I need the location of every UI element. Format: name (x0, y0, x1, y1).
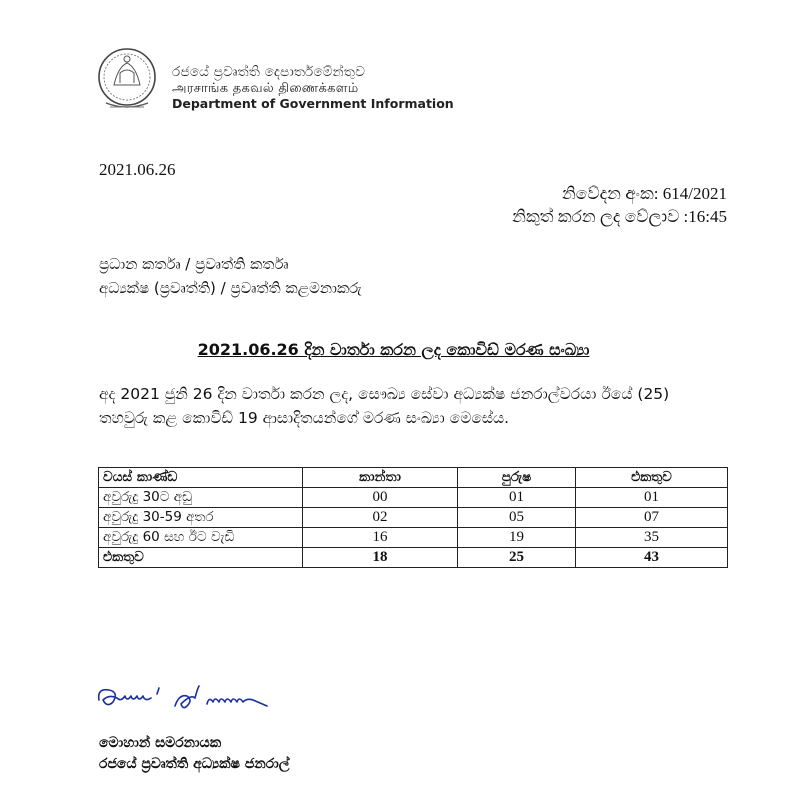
release-time: නිකුත් කරන ලද වේලාව :16:45 (512, 207, 727, 226)
body-line: අද 2021 ජුනි 26 දින වාර්තා කරන ලද, සෞඛ්‍ය සේවා අධ්‍යක්ෂ ජනරාල්වරයා ඊයේ (25) (99, 385, 670, 403)
grand-total-cell: 43 (575, 548, 727, 568)
age-group-cell: අවුරුදු 60 සහ ඊට වැඩි (99, 528, 303, 548)
total-cell: 01 (575, 488, 727, 508)
body-paragraph (99, 382, 729, 430)
male-cell: 19 (458, 528, 576, 548)
signatory-name: මොහාන් සමරනායක (99, 735, 222, 751)
body-line: තහවුරු කළ කොවිඩ් 19 ආසාදිතයන්ගේ මරණ සංඛ්‍යා මෙසේය. (99, 409, 510, 427)
total-label-cell: එකතුව (99, 548, 303, 568)
handwritten-signature (95, 680, 280, 720)
addressee-line: ප්‍රධාන කර්තෘ / ප්‍රවෘත්ති කර්තෘ (99, 255, 289, 273)
department-name-english: Department of Government Information (172, 96, 454, 111)
addressee-line: අධ්‍යක්ෂ (ප්‍රවෘත්ති) / ප්‍රවෘත්ති කළමනාකරු (99, 279, 362, 297)
table-row (99, 508, 728, 528)
female-cell: 02 (303, 508, 458, 528)
male-cell: 05 (458, 508, 576, 528)
header-male: පුරුෂ (458, 468, 576, 488)
signatory-title: රජයේ ප්‍රවෘත්ති අධ්‍යක්ෂ ජනරාල් (99, 756, 290, 772)
age-group-cell: අවුරුදු 30-59 අතර (99, 508, 303, 528)
document-heading: 2021.06.26 දින වාර්තා කරන ලද කොවිඩ් මරණ සංඛ්‍යා (197, 340, 590, 359)
department-name-tamil: அரசாங்க தகவல் திணைக்களம் (172, 81, 359, 96)
table-header-row (99, 468, 728, 488)
female-cell: 16 (303, 528, 458, 548)
table-total-row (99, 548, 728, 568)
header-age-group: වයස් කාණ්ඩ (99, 468, 303, 488)
female-cell: 00 (303, 488, 458, 508)
table-row (99, 488, 728, 508)
age-group-cell: අවුරුදු 30ට අඩු (99, 488, 303, 508)
header-total: එකතුව (575, 468, 727, 488)
release-date: 2021.06.26 (99, 160, 176, 179)
total-cell: 35 (575, 528, 727, 548)
header-female: කාන්තා (303, 468, 458, 488)
release-number: නිවේදන අංක: 614/2021 (562, 184, 727, 203)
table-row (99, 528, 728, 548)
total-cell: 07 (575, 508, 727, 528)
national-emblem-icon (96, 45, 158, 113)
male-total-cell: 25 (458, 548, 576, 568)
department-name-sinhala: රජයේ ප්‍රවෘත්ති දෙපාර්තමේන්තුව (172, 64, 366, 80)
female-total-cell: 18 (303, 548, 458, 568)
male-cell: 01 (458, 488, 576, 508)
death-statistics-table (98, 467, 728, 568)
